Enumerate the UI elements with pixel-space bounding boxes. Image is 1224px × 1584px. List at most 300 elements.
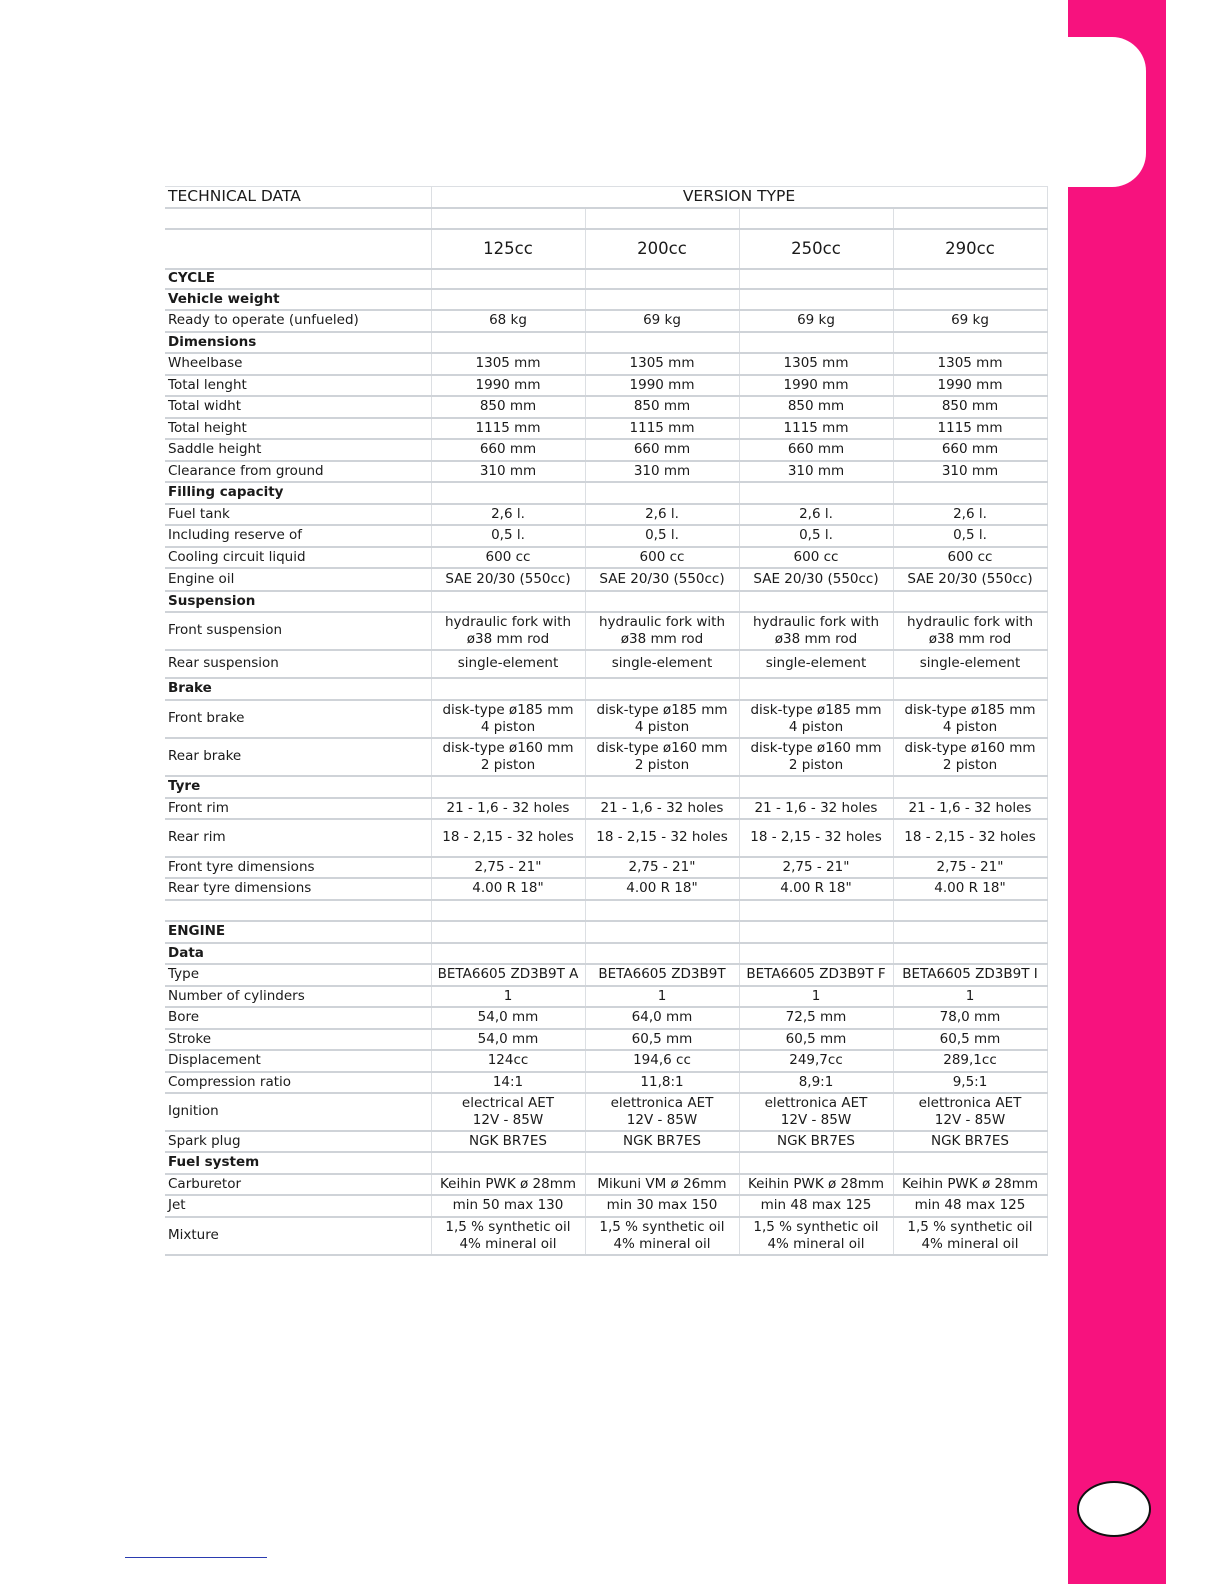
value-cell (431, 921, 585, 943)
value-line: ø38 mm rod (620, 630, 704, 647)
value-cell (431, 1093, 585, 1131)
table-row (165, 1131, 1047, 1152)
value-cell: 1 (739, 986, 893, 1007)
value-line: hydraulic fork with (752, 613, 880, 630)
version-290: 290cc (893, 229, 1047, 269)
value-line: disk-type ø185 mm (442, 701, 574, 718)
value-cell: single-element (739, 650, 893, 678)
table-row (165, 1050, 1047, 1072)
value-cell: 11,8:1 (585, 1072, 739, 1093)
value-cell (739, 289, 893, 310)
value-line: 4% mineral oil (767, 1235, 865, 1252)
value-cell: 0,5 l. (893, 525, 1047, 547)
value-cell: Keihin PWK ø 28mm (431, 1174, 585, 1195)
value-cell: 1115 mm (431, 418, 585, 439)
value-cell: 64,0 mm (585, 1007, 739, 1029)
row-label: Wheelbase (165, 353, 431, 375)
value-cell: 310 mm (893, 461, 1047, 482)
value-cell (893, 289, 1047, 310)
value-cell (431, 482, 585, 504)
value-cell: 72,5 mm (739, 1007, 893, 1029)
category-row (165, 1152, 1047, 1174)
value-cell (431, 776, 585, 798)
value-cell (893, 332, 1047, 353)
row-label: Rear rim (165, 819, 431, 857)
value-cell: 2,6 l. (893, 504, 1047, 525)
value-cell (893, 269, 1047, 289)
table-row (165, 738, 1047, 776)
value-cell: 18 - 2,15 - 32 holes (431, 819, 585, 857)
value-cell: 8,9:1 (739, 1072, 893, 1093)
value-cell: 660 mm (431, 439, 585, 461)
category-label: Filling capacity (165, 482, 431, 504)
value-cell: single-element (431, 650, 585, 678)
value-line: 12V - 85W (934, 1111, 1006, 1128)
value-line: hydraulic fork with (598, 613, 726, 630)
side-color-bar (1068, 0, 1166, 1584)
value-cell (893, 776, 1047, 798)
value-cell: 2,75 - 21" (893, 857, 1047, 878)
value-cell: 124cc (431, 1050, 585, 1072)
value-cell: 1 (893, 986, 1047, 1007)
table-row (165, 1029, 1047, 1050)
value-cell (893, 1152, 1047, 1174)
value-cell (893, 1093, 1047, 1131)
value-cell (585, 269, 739, 289)
row-label: Ignition (165, 1093, 431, 1131)
value-line: disk-type ø160 mm (596, 739, 728, 756)
value-line: 4 piston (480, 718, 536, 735)
value-cell (739, 738, 893, 776)
value-cell: 194,6 cc (585, 1050, 739, 1072)
value-cell (739, 776, 893, 798)
blank-label (165, 900, 431, 921)
value-line: disk-type ø185 mm (596, 701, 728, 718)
table-row (165, 986, 1047, 1007)
value-cell: SAE 20/30 (550cc) (739, 568, 893, 591)
value-cell (739, 1152, 893, 1174)
spacer-row (165, 900, 1047, 921)
value-cell: single-element (893, 650, 1047, 678)
table-row (165, 547, 1047, 568)
value-line: elettronica AET (918, 1094, 1022, 1111)
table-row (165, 878, 1047, 900)
value-cell: 18 - 2,15 - 32 holes (893, 819, 1047, 857)
value-cell: 850 mm (739, 396, 893, 418)
value-line: 2 piston (634, 756, 690, 773)
value-cell: SAE 20/30 (550cc) (431, 568, 585, 591)
value-line: 4 piston (634, 718, 690, 735)
value-cell: 21 - 1,6 - 32 holes (893, 798, 1047, 819)
table-row (165, 568, 1047, 591)
value-cell (585, 900, 739, 921)
value-cell: 21 - 1,6 - 32 holes (739, 798, 893, 819)
value-cell (585, 678, 739, 700)
table-row (165, 819, 1047, 857)
value-cell: Mikuni VM ø 26mm (585, 1174, 739, 1195)
value-cell: 14:1 (431, 1072, 585, 1093)
value-line: disk-type ø160 mm (750, 739, 882, 756)
value-cell (893, 591, 1047, 612)
row-label: Fuel tank (165, 504, 431, 525)
value-cell: BETA6605 ZD3B9T A (431, 964, 585, 986)
row-label: Clearance from ground (165, 461, 431, 482)
row-label: Number of cylinders (165, 986, 431, 1007)
value-cell (431, 700, 585, 738)
value-line: hydraulic fork with (444, 613, 572, 630)
value-line: 2 piston (942, 756, 998, 773)
value-cell (431, 943, 585, 964)
value-cell (585, 1217, 739, 1255)
value-cell: 2,6 l. (585, 504, 739, 525)
value-cell (893, 1217, 1047, 1255)
table-row (165, 418, 1047, 439)
value-cell: min 48 max 125 (893, 1195, 1047, 1217)
value-cell: 78,0 mm (893, 1007, 1047, 1029)
value-cell (739, 700, 893, 738)
value-cell: 2,6 l. (739, 504, 893, 525)
value-line: 4 piston (942, 718, 998, 735)
value-cell: 310 mm (739, 461, 893, 482)
value-cell (739, 1093, 893, 1131)
value-line: 12V - 85W (780, 1111, 852, 1128)
value-cell: 1 (585, 986, 739, 1007)
value-cell: 4.00 R 18" (893, 878, 1047, 900)
value-line: 1,5 % synthetic oil (599, 1218, 725, 1235)
category-label: Dimensions (165, 332, 431, 353)
value-cell: 2,75 - 21" (431, 857, 585, 878)
value-cell: 18 - 2,15 - 32 holes (585, 819, 739, 857)
value-cell (431, 332, 585, 353)
version-250: 250cc (739, 229, 893, 269)
table-header-row (165, 187, 1047, 208)
value-cell (739, 612, 893, 650)
value-cell: 310 mm (431, 461, 585, 482)
row-label: Including reserve of (165, 525, 431, 547)
table-row (165, 798, 1047, 819)
row-label: Front rim (165, 798, 431, 819)
value-cell (739, 591, 893, 612)
value-cell (431, 289, 585, 310)
value-cell: NGK BR7ES (739, 1131, 893, 1152)
value-cell: BETA6605 ZD3B9T (585, 964, 739, 986)
table-row (165, 857, 1047, 878)
value-cell: min 50 max 130 (431, 1195, 585, 1217)
value-cell: 1305 mm (893, 353, 1047, 375)
value-cell (585, 943, 739, 964)
value-cell: 4.00 R 18" (431, 878, 585, 900)
value-line: 12V - 85W (472, 1111, 544, 1128)
value-line: 12V - 85W (626, 1111, 698, 1128)
table-row (165, 700, 1047, 738)
table-row (165, 396, 1047, 418)
value-line: hydraulic fork with (906, 613, 1034, 630)
value-line: 4% mineral oil (459, 1235, 557, 1252)
value-cell (739, 921, 893, 943)
value-line: 4% mineral oil (613, 1235, 711, 1252)
value-cell: 4.00 R 18" (739, 878, 893, 900)
row-label: Cooling circuit liquid (165, 547, 431, 568)
value-cell: 21 - 1,6 - 32 holes (585, 798, 739, 819)
side-tab-cutout (1068, 37, 1146, 187)
row-label: Carburetor (165, 1174, 431, 1195)
value-line: ø38 mm rod (774, 630, 858, 647)
category-row (165, 482, 1047, 504)
row-label: Front suspension (165, 612, 431, 650)
value-cell: 0,5 l. (739, 525, 893, 547)
value-line: 4 piston (788, 718, 844, 735)
value-cell (739, 269, 893, 289)
value-cell: single-element (585, 650, 739, 678)
version-row (165, 229, 1047, 269)
table-row (165, 375, 1047, 396)
category-label: Data (165, 943, 431, 964)
value-cell (431, 591, 585, 612)
page-number-badge (1077, 1481, 1151, 1537)
value-line: disk-type ø185 mm (904, 701, 1036, 718)
value-cell: 0,5 l. (431, 525, 585, 547)
value-cell: 1115 mm (585, 418, 739, 439)
value-cell: 69 kg (585, 310, 739, 332)
value-cell: 1115 mm (893, 418, 1047, 439)
table-row (165, 964, 1047, 986)
value-cell: 1305 mm (431, 353, 585, 375)
value-cell: 2,6 l. (431, 504, 585, 525)
value-cell: NGK BR7ES (585, 1131, 739, 1152)
section-row (165, 269, 1047, 289)
value-cell: 4.00 R 18" (585, 878, 739, 900)
row-label: Rear tyre dimensions (165, 878, 431, 900)
value-cell: BETA6605 ZD3B9T F (739, 964, 893, 986)
value-cell (431, 1217, 585, 1255)
row-label: Total height (165, 418, 431, 439)
value-cell (431, 269, 585, 289)
row-label: Spark plug (165, 1131, 431, 1152)
footer-rule (125, 1557, 267, 1558)
value-cell: 60,5 mm (893, 1029, 1047, 1050)
value-cell (893, 921, 1047, 943)
value-cell (893, 612, 1047, 650)
value-cell (431, 900, 585, 921)
category-row (165, 332, 1047, 353)
category-label: Brake (165, 678, 431, 700)
value-cell: 0,5 l. (585, 525, 739, 547)
category-row (165, 289, 1047, 310)
value-cell (893, 943, 1047, 964)
value-cell: 1 (431, 986, 585, 1007)
value-cell: SAE 20/30 (550cc) (585, 568, 739, 591)
value-line: elettronica AET (764, 1094, 868, 1111)
row-label: Bore (165, 1007, 431, 1029)
value-cell: NGK BR7ES (893, 1131, 1047, 1152)
row-label: Type (165, 964, 431, 986)
row-label: Rear suspension (165, 650, 431, 678)
table-row (165, 461, 1047, 482)
value-line: ø38 mm rod (466, 630, 550, 647)
value-line: 1,5 % synthetic oil (907, 1218, 1033, 1235)
value-cell: 1305 mm (585, 353, 739, 375)
value-cell (585, 612, 739, 650)
value-cell (739, 1217, 893, 1255)
technical-data-heading: TECHNICAL DATA (165, 187, 431, 208)
value-cell: 850 mm (431, 396, 585, 418)
value-cell: 21 - 1,6 - 32 holes (431, 798, 585, 819)
row-label: Total widht (165, 396, 431, 418)
value-cell: 68 kg (431, 310, 585, 332)
value-line: electrical AET (461, 1094, 555, 1111)
category-label: Tyre (165, 776, 431, 798)
value-cell (585, 1093, 739, 1131)
value-cell: 1990 mm (431, 375, 585, 396)
category-row (165, 943, 1047, 964)
value-cell (431, 612, 585, 650)
category-label: Vehicle weight (165, 289, 431, 310)
row-label: Jet (165, 1195, 431, 1217)
value-cell: NGK BR7ES (431, 1131, 585, 1152)
value-cell: 850 mm (585, 396, 739, 418)
value-cell (585, 332, 739, 353)
value-line: 1,5 % synthetic oil (445, 1218, 571, 1235)
value-cell (585, 289, 739, 310)
value-cell (585, 700, 739, 738)
row-label: Front brake (165, 700, 431, 738)
value-cell: BETA6605 ZD3B9T I (893, 964, 1047, 986)
table-row (165, 1217, 1047, 1255)
table-row (165, 353, 1047, 375)
value-cell: 2,75 - 21" (585, 857, 739, 878)
value-line: disk-type ø160 mm (904, 739, 1036, 756)
value-cell (585, 776, 739, 798)
table-row (165, 1093, 1047, 1131)
row-label: Front tyre dimensions (165, 857, 431, 878)
value-cell: 1990 mm (585, 375, 739, 396)
value-cell: 9,5:1 (893, 1072, 1047, 1093)
value-cell: 660 mm (893, 439, 1047, 461)
value-cell (893, 678, 1047, 700)
row-label: Rear brake (165, 738, 431, 776)
row-label: Saddle height (165, 439, 431, 461)
table-row (165, 612, 1047, 650)
value-cell (431, 738, 585, 776)
section-label: ENGINE (165, 921, 431, 943)
category-label: Fuel system (165, 1152, 431, 1174)
value-cell (893, 900, 1047, 921)
value-cell: min 30 max 150 (585, 1195, 739, 1217)
table-row (165, 1072, 1047, 1093)
value-cell: min 48 max 125 (739, 1195, 893, 1217)
value-line: 1,5 % synthetic oil (753, 1218, 879, 1235)
table-row (165, 310, 1047, 332)
category-row (165, 776, 1047, 798)
row-label: Displacement (165, 1050, 431, 1072)
table-row (165, 1007, 1047, 1029)
value-cell: 18 - 2,15 - 32 holes (739, 819, 893, 857)
value-line: 2 piston (480, 756, 536, 773)
value-cell (739, 678, 893, 700)
value-cell (893, 482, 1047, 504)
value-cell: 1990 mm (739, 375, 893, 396)
value-cell: 850 mm (893, 396, 1047, 418)
value-cell (431, 678, 585, 700)
row-label: Mixture (165, 1217, 431, 1255)
value-cell: 2,75 - 21" (739, 857, 893, 878)
value-cell: 1115 mm (739, 418, 893, 439)
value-cell: 660 mm (739, 439, 893, 461)
version-200: 200cc (585, 229, 739, 269)
row-label: Compression ratio (165, 1072, 431, 1093)
value-cell: SAE 20/30 (550cc) (893, 568, 1047, 591)
row-label: Stroke (165, 1029, 431, 1050)
section-label: CYCLE (165, 269, 431, 289)
row-label: Engine oil (165, 568, 431, 591)
value-cell (585, 921, 739, 943)
table-row (165, 504, 1047, 525)
table-row (165, 439, 1047, 461)
category-label: Suspension (165, 591, 431, 612)
value-cell: 600 cc (739, 547, 893, 568)
value-line: elettronica AET (610, 1094, 714, 1111)
value-cell (585, 738, 739, 776)
value-cell: 60,5 mm (739, 1029, 893, 1050)
value-cell (585, 1152, 739, 1174)
value-cell: 1990 mm (893, 375, 1047, 396)
value-cell: 660 mm (585, 439, 739, 461)
category-row (165, 678, 1047, 700)
section-row (165, 921, 1047, 943)
value-line: disk-type ø160 mm (442, 739, 574, 756)
table-row (165, 1195, 1047, 1217)
value-cell (893, 700, 1047, 738)
table-row (165, 1174, 1047, 1195)
row-label: Total lenght (165, 375, 431, 396)
value-line: disk-type ø185 mm (750, 701, 882, 718)
value-cell: 289,1cc (893, 1050, 1047, 1072)
value-cell: 1305 mm (739, 353, 893, 375)
table-row (165, 650, 1047, 678)
version-type-heading: VERSION TYPE (431, 187, 1047, 208)
value-cell (585, 591, 739, 612)
value-cell: 69 kg (893, 310, 1047, 332)
value-cell: 54,0 mm (431, 1007, 585, 1029)
value-cell (739, 332, 893, 353)
value-cell: 600 cc (431, 547, 585, 568)
value-cell: Keihin PWK ø 28mm (739, 1174, 893, 1195)
value-cell: 69 kg (739, 310, 893, 332)
value-cell: Keihin PWK ø 28mm (893, 1174, 1047, 1195)
value-cell (739, 943, 893, 964)
value-cell: 310 mm (585, 461, 739, 482)
technical-data-table (165, 186, 1048, 1256)
version-125: 125cc (431, 229, 585, 269)
value-cell (431, 1152, 585, 1174)
value-cell: 600 cc (585, 547, 739, 568)
header-spacer-row (165, 208, 1047, 229)
category-row (165, 591, 1047, 612)
value-line: 4% mineral oil (921, 1235, 1019, 1252)
value-cell: 249,7cc (739, 1050, 893, 1072)
value-cell: 600 cc (893, 547, 1047, 568)
value-cell (739, 900, 893, 921)
value-cell (739, 482, 893, 504)
value-cell (893, 738, 1047, 776)
table-row (165, 525, 1047, 547)
value-cell (585, 482, 739, 504)
row-label: Ready to operate (unfueled) (165, 310, 431, 332)
value-line: ø38 mm rod (928, 630, 1012, 647)
value-line: 2 piston (788, 756, 844, 773)
value-cell: 60,5 mm (585, 1029, 739, 1050)
value-cell: 54,0 mm (431, 1029, 585, 1050)
